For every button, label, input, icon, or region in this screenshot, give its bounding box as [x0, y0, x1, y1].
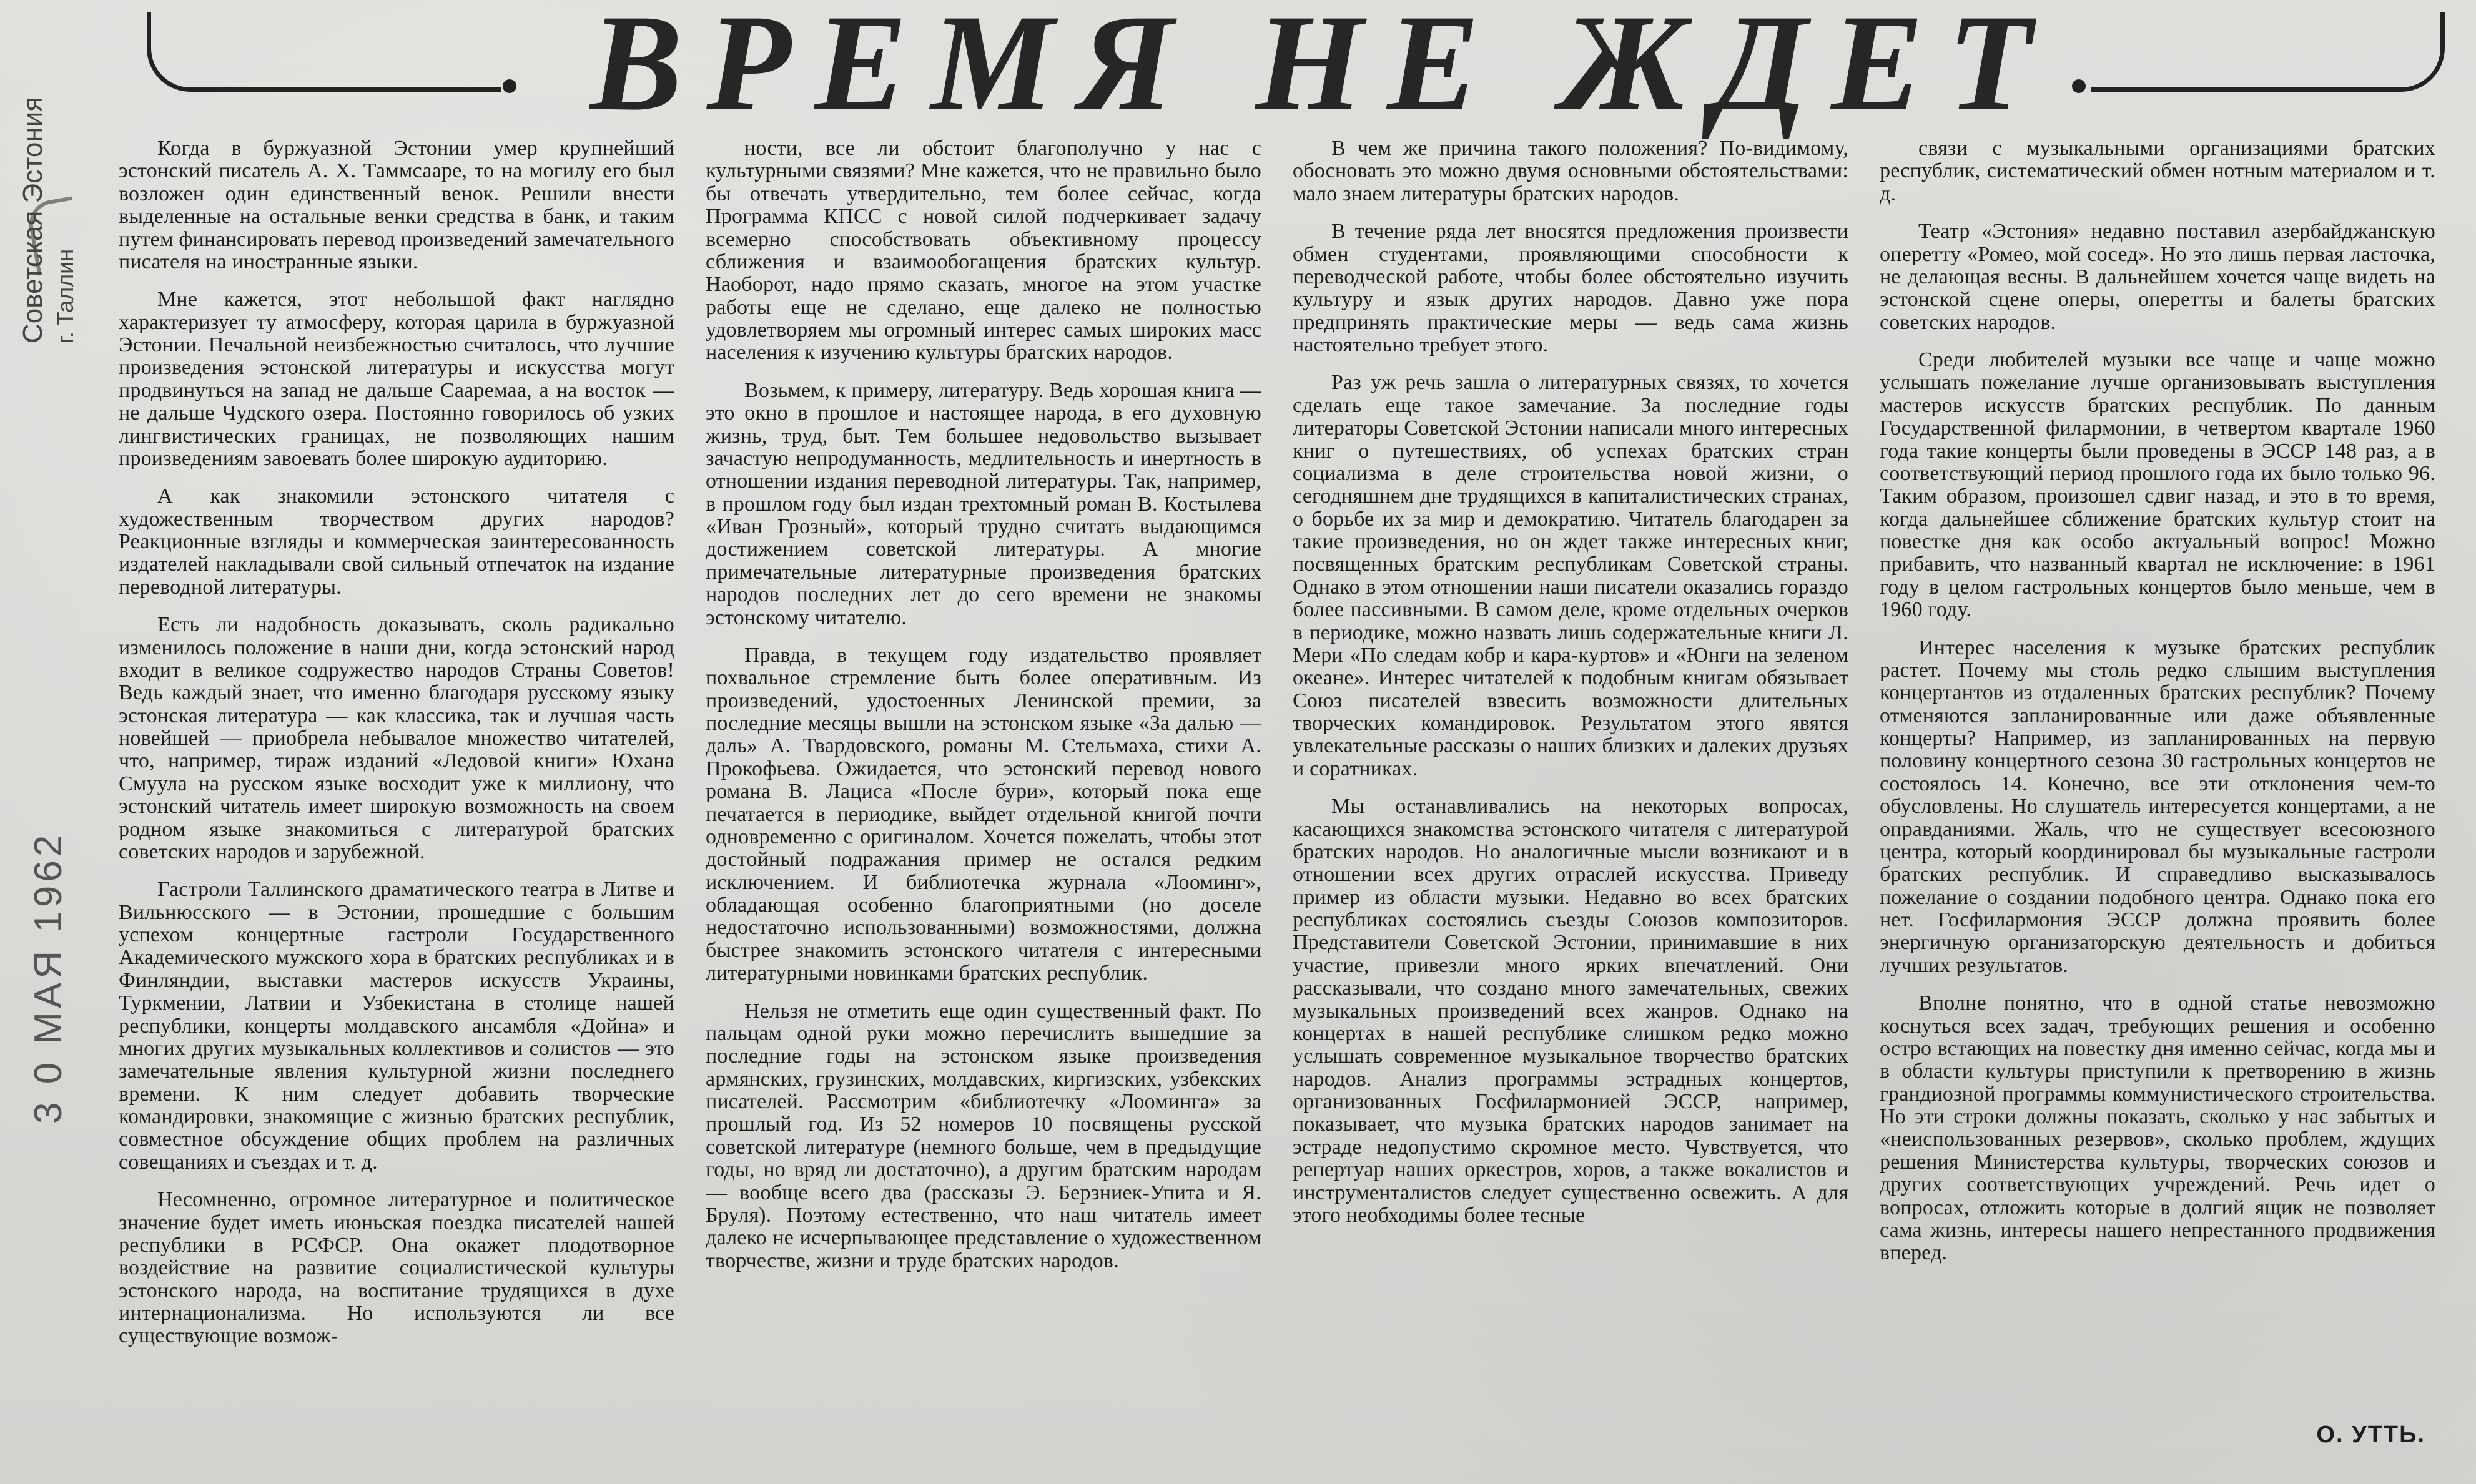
paragraph: Раз уж речь зашла о литературных связях, то хочется сделать еще такое замечание. За последние годы литераторы Советской Эстонии написали много интересных книг о путешествиях, об успехах братских стран социализма в деле строительства новой жизни, о сегодняшнем дне трудящихся в капиталистических странах, о борьбе их за мир и демократию. Читатель благодарен за такие произведения, но он ждет также интересных книг, посвященных братским республикам Советской страны. Однако в этом отношении наши писатели оказались гораздо более пассивными. В самом деле, кроме отдельных очерков в периодике, можно назвать лишь содержательные книги Л. Мери «По следам кобр и кара-куртов» и «Юнги на зеленом океане». Интерес читателей к подобным книгам обязывает Союз писателей взвесить возможности длительных творческих командировок. Результатом этого явятся увлекательные рассказы о наших близких и далеких друзьях и соратниках. [1293, 371, 1848, 780]
right-headline-dot [2072, 79, 2086, 93]
newspaper-source [17, 81, 78, 343]
left-headline-dot [503, 79, 516, 93]
paragraph: Мне кажется, этот небольшой факт наглядно характеризует ту атмосферу, которая царила в буржуазной Эстонии. Печальной неизбежностью считалось, что лучшие произведения эстонской литературы и искусства могут продвинуться на запад не дальше Сааремаа, а на восток — не дальше Чудского озера. Постоянно говорилось об узких лингвистических границах, не позволяющих нашим произведениям завоевать более широкую аудиторию. [119, 288, 674, 470]
paragraph: В чем же причина такого положения? По-видимому, обосновать это можно двумя основными обстоятельствами: мало знаем литературы братских народов. [1293, 137, 1848, 205]
paragraph: Есть ли надобность доказывать, сколь радикально изменилось положение в наши дни, когда эстонский народ входит в великое содружество народов Страны Советов! Ведь каждый знает, что именно благодаря русскому языку эстонская литература — как классика, так и лучшая часть новейшей — приобрела небывалое множество читателей, что, например, тираж изданий «Ледовой книги» Юхана Смуула на русском языке восходит уже к миллиону, что эстонский читатель имеет широкую возможность на своем родном языке знакомиться с литературой братских советских народов и зарубежной. [119, 613, 674, 863]
paragraph: Когда в буржуазной Эстонии умер крупнейший эстонский писатель А. Х. Таммсааре, то на могилу его был возложен один единственный венок. Решили внести выделенные на остальные венки средства в банк, и таким путем финансировать перевод произведений замечательного писателя на иностранные языки. [119, 137, 674, 273]
paragraph: Среди любителей музыки все чаще и чаще можно услышать пожелание лучше организовывать выступления мастеров искусств братских республик. По данным Государственной филармонии, в четвертом квартале 1960 года такие концерты были проведены в ЭССР 148 раз, а в соответствующий период прошлого года их было только 96. Таким образом, произошел сдвиг назад, и это в то время, когда дальнейшее сближение братских культур стоит на повестке дня как особо актуальный вопрос! Можно прибавить, что названный квартал не исключение: в 1961 году в целом гастрольных концертов было меньше, чем в 1960 году. [1880, 348, 2435, 622]
paragraph: Гастроли Таллинского драматического театра в Литве и Вильнюсского — в Эстонии, прошедшие с большим успехом концертные гастроли Государственного Академического мужского хора в братских республиках и в Финляндии, выставки мастеров искусств Украины, Туркмении, Латвии и Узбекистана в столице нашей республики, концерты молдавского ансамбля «Дойна» и многих других музыкальных коллективов и солистов — это замечательные явления культурной жизни последнего времени. К ним следует добавить творческие командировки, знакомящие с жизнью братских республик, совместное обсуждение общих проблем на различных совещаниях и съездах и т. д. [119, 878, 674, 1174]
author-signature: О. УТТЬ. [2316, 1422, 2425, 1448]
paragraph: Нельзя не отметить еще один существенный факт. По пальцам одной руки можно перечислить вышедшие за последние годы на эстонском языке произведения армянских, грузинских, молдавских, киргизских, узбекских писателей. Рассмотрим «библиотечку «Лооминга» за прошлый год. Из 52 номеров 10 посвящены русской советской литературе (немного больше, чем в предыдущие годы, но вряд ли достаточно), а другим братским народам — вообще всего два (рассказы Э. Берзниек-Упита и Я. Бруля). Поэтому естественно, что наш читатель имеет далеко не исчерпывающее представление о художественном творчестве, жизни и труде братских народов. [706, 999, 1261, 1272]
publication-date: 3 0 МАЯ 1962 [27, 831, 70, 1124]
headline-area [147, 0, 2445, 140]
paragraph: А как знакомили эстонского читателя с художественным творчеством других народов? Реакционные взгляды и коммерческая заинтересованность издателей накладывали свой сильный отпечаток на издание переводной литературы. [119, 484, 674, 599]
left-headline-bracket [147, 12, 501, 92]
paragraph: ности, все ли обстоит благополучно у нас с культурными связями? Мне кажется, что не правильно было бы отвечать утвердительно, тем более сейчас, когда Программа КПСС с новой силой подчеркивает задачу всемерно способствовать объективному процессу сближения и взаимообогащения братских культур. Наоборот, надо прямо сказать, многое на этом участке работы еще не сделано, еще далеко не полностью удовлетворяем мы огромный интерес самых широких масс населения к изучению культуры братских народов. [706, 137, 1261, 365]
newspaper-city: г. Таллин [52, 248, 78, 343]
headline: ВРЕМЯ НЕ ЖДЕТ [590, 0, 2056, 140]
paragraph: Правда, в текущем году издательство проявляет похвальное стремление быть более оперативным. Из произведений, удостоенных Ленинской премии, за последние месяцы вышли на эстонском языке «За далью — даль» А. Твардовского, романы М. Стельмаха, стихи А. Прокофьева. Ожидается, что эстонский перевод нового романа В. Лациса «После бури», который пока еще печатается в периодике, выйдет отдельной книгой почти одновременно с оригиналом. Хочется пожелать, чтобы этот достойный подражания пример не остался редким исключением. И библиотечка журнала «Лооминг», обладающая особенно благоприятными (но доселе недостаточно использованными) возможностями, должна быстрее знакомить эстонского читателя с интересными литературными новинками братских республик. [706, 643, 1261, 985]
paragraph: Интерес населения к музыке братских республик растет. Почему мы столь редко слышим выступления концертантов из отдаленных братских республик? Почему отменяются запланированные или даже объявленные концерты? Например, из запланированных на первую половину концертного сезона 30 гастрольных концертов не состоялось 14. Конечно, все эти отклонения чем-то обусловлены. Но слушатель интересуется концертами, а не оправданиями. Жаль, что не существует всесоюзного центра, который координировал бы музыкальные гастроли братских республик. И справедливо высказывалось пожелание о создании подобного центра. Однако пока его нет. Госфилармония ЭССР должна проявить более энергичную организаторскую деятельность и добиться лучших результатов. [1880, 636, 2435, 977]
article-column-1 [119, 137, 681, 1461]
paragraph: Театр «Эстония» недавно поставил азербайджанскую оперетту «Ромео, мой сосед». Но это лишь первая ласточка, не делающая весны. В дальнейшем хочется чаще видеть на эстонской сцене оперы, оперетты и балеты братских советских народов. [1880, 220, 2435, 334]
article-column-4 [1880, 137, 2442, 1461]
article-column-2 [706, 137, 1268, 1461]
paragraph: Вполне понятно, что в одной статье невозможно коснуться всех задач, требующих решения и особенно остро встающих на повестку дня именно сейчас, когда мы и в области культуры приступили к претворению в жизнь грандиозной программы коммунистического строительства. Но эти строки должны показать, сколько у нас забытых и «неиспользованных резервов», сколько проблем, ждущих решения Министерства культуры, творческих союзов и других соответствующих учреждений. Речь идет о вопросах, отложить которые в долгий ящик не позволяет сама жизнь, интересы нашего непрестанного продвижения вперед. [1880, 991, 2435, 1265]
newspaper-name: Советская Эстония [17, 97, 48, 343]
paragraph: связи с музыкальными организациями братских республик, систематический обмен нотным материалом и т. д. [1880, 137, 2435, 205]
paragraph: В течение ряда лет вносятся предложения произвести обмен студентами, проявляющими способности к переводческой работе, чтобы более обстоятельно изучить культуру и язык других народов. Давно уже пора предпринять практические меры — ведь сама жизнь настоятельно требует этого. [1293, 220, 1848, 356]
paragraph: Несомненно, огромное литературное и политическое значение будет иметь июньская поездка писателей нашей республики в РСФСР. Она окажет плодотворное воздействие на развитие социалистической культуры эстонского народа, на воспитание трудящихся в духе интернационализма. Но используются ли все существующие возмож- [119, 1188, 674, 1348]
right-headline-bracket [2091, 12, 2445, 92]
article-columns [119, 137, 2442, 1461]
left-margin [6, 97, 119, 1136]
article-column-3 [1293, 137, 1855, 1461]
paragraph: Мы останавливались на некоторых вопросах, касающихся знакомства эстонского читателя с литературой братских народов. Но аналогичные мысли возникают и в отношении всех других отраслей искусства. Приведу пример из области музыки. Недавно во всех братских республиках состоялись съезды Союзов композиторов. Представители Советской Эстонии, принимавшие в них участие, привезли много ярких впечатлений. Они рассказывали, что создано много замечательных, свежих музыкальных произведений всех жанров. Однако на концертах в нашей республике слишком редко можно услышать современное музыкальное творчество братских народов. Анализ программы эстрадных концертов, организованных Госфилармонией ЭССР, например, показывает, что музыка братских народов занимает на эстраде недопустимо скромное место. Чувствуется, что репертуар наших оркестров, хоров, а также вокалистов и инструменталистов следует существенно освежить. А для этого необходимы более тесные [1293, 795, 1848, 1227]
paragraph: Возьмем, к примеру, литературу. Ведь хорошая книга — это окно в прошлое и настоящее народа, в его духовную жизнь, труд, быт. Тем большее недовольство вызывает зачастую непродуманность, медлительность и инертность в отношении издания переводной литературы. Так, например, в прошлом году был издан трехтомный роман В. Костылева «Иван Грозный», который трудно считать выдающимся достижением советской литературы. А многие примечательные литературные произведения братских народов последних лет до сего времени не знакомы эстонскому читателю. [706, 378, 1261, 629]
